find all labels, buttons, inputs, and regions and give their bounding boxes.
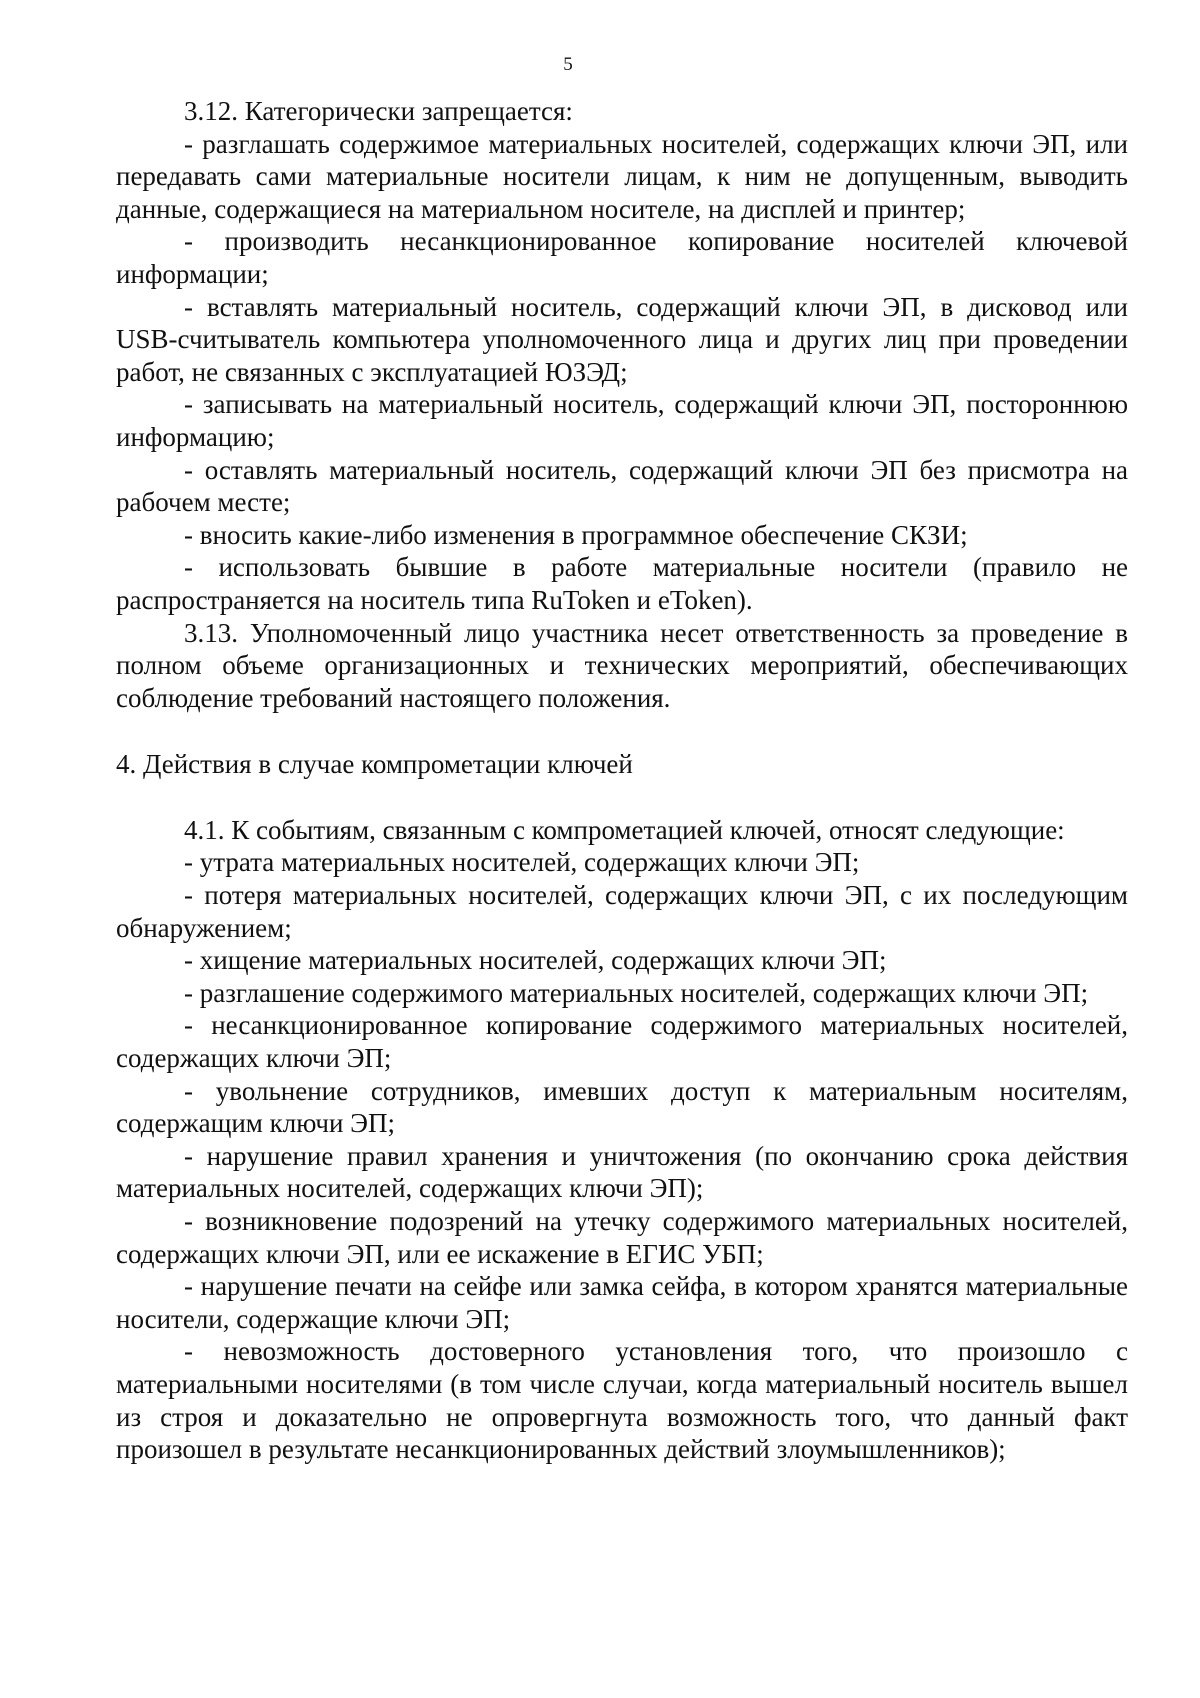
list-item: - оставлять материальный носитель, содержащий ключи ЭП без присмотра на рабочем месте; bbox=[116, 454, 1128, 518]
list-item: - увольнение сотрудников, имевших доступ к материальным носителям, содержащим ключи ЭП; bbox=[116, 1075, 1128, 1139]
list-item: - нарушение печати на сейфе или замка сейфа, в котором хранятся материальные носители, содержащие ключи ЭП; bbox=[116, 1271, 1128, 1334]
paragraph-3-12-heading: 3.12. Категорически запрещается: bbox=[184, 96, 573, 126]
list-item: - невозможность достоверного установления того, что произошло с материальными носителями (в том числе случаи, когда материальный носитель вышел из строя и доказательно не опровергнута возможность того, что данный факт произошел в результате несанкционированных действий злоумышленников); bbox=[116, 1336, 1128, 1465]
paragraph-4-1-heading: 4.1. К событиям, связанным с компрометацией ключей, относят следующие: bbox=[184, 814, 1065, 845]
list-item: - производить несанкционированное копирование носителей ключевой информации; bbox=[116, 226, 1128, 289]
paragraph-3-13: 3.13. Уполномоченный лицо участника несет ответственность за проведение в полном объеме организационных и технических мероприятий, обеспечивающих соблюдение требований настоящего положения. bbox=[116, 617, 1128, 713]
list-item: - вносить какие-либо изменения в программное обеспечение СКЗИ; bbox=[184, 519, 968, 550]
list-item: - нарушение правил хранения и уничтожения (по окончанию срока действия материальных носителей, содержащих ключи ЭП); bbox=[116, 1140, 1128, 1204]
list-item: - разглашение содержимого материальных носителей, содержащих ключи ЭП; bbox=[184, 977, 1089, 1008]
list-item: - утрата материальных носителей, содержащих ключи ЭП; bbox=[184, 847, 860, 878]
list-item: - несанкционированное копирование содержимого материальных носителей, содержащих ключи ЭП; bbox=[116, 1010, 1128, 1074]
section-4-title: 4. Действия в случае компрометации ключей bbox=[116, 749, 633, 780]
list-item: - вставлять материальный носитель, содержащий ключи ЭП, в дисковод или USB-считыватель компьютера уполномоченного лица и других лиц при проведении работ, не связанных с эксплуатацией ЮЗЭД; bbox=[116, 291, 1128, 387]
list-item: - записывать на материальный носитель, содержащий ключи ЭП, постороннюю информацию; bbox=[116, 389, 1128, 452]
list-item: - разглашать содержимое материальных носителей, содержащих ключи ЭП, или передавать сами материальные носители лицам, к ним не допущенным, выводить данные, содержащиеся на материальном носителе, на дисплей и принтер; bbox=[116, 128, 1128, 224]
list-item: - возникновение подозрений на утечку содержимого материальных носителей, содержащих ключи ЭП, или ее искажение в ЕГИС УБП; bbox=[116, 1206, 1128, 1269]
page-number: 5 bbox=[563, 54, 573, 75]
list-item: - хищение материальных носителей, содержащих ключи ЭП; bbox=[184, 945, 887, 976]
list-item: - потеря материальных носителей, содержащих ключи ЭП, с их последующим обнаружением; bbox=[116, 880, 1128, 943]
list-item: - использовать бывшие в работе материальные носители (правило не распространяется на носитель типа RuToken и eToken). bbox=[116, 552, 1128, 615]
document-body bbox=[116, 95, 1128, 1466]
